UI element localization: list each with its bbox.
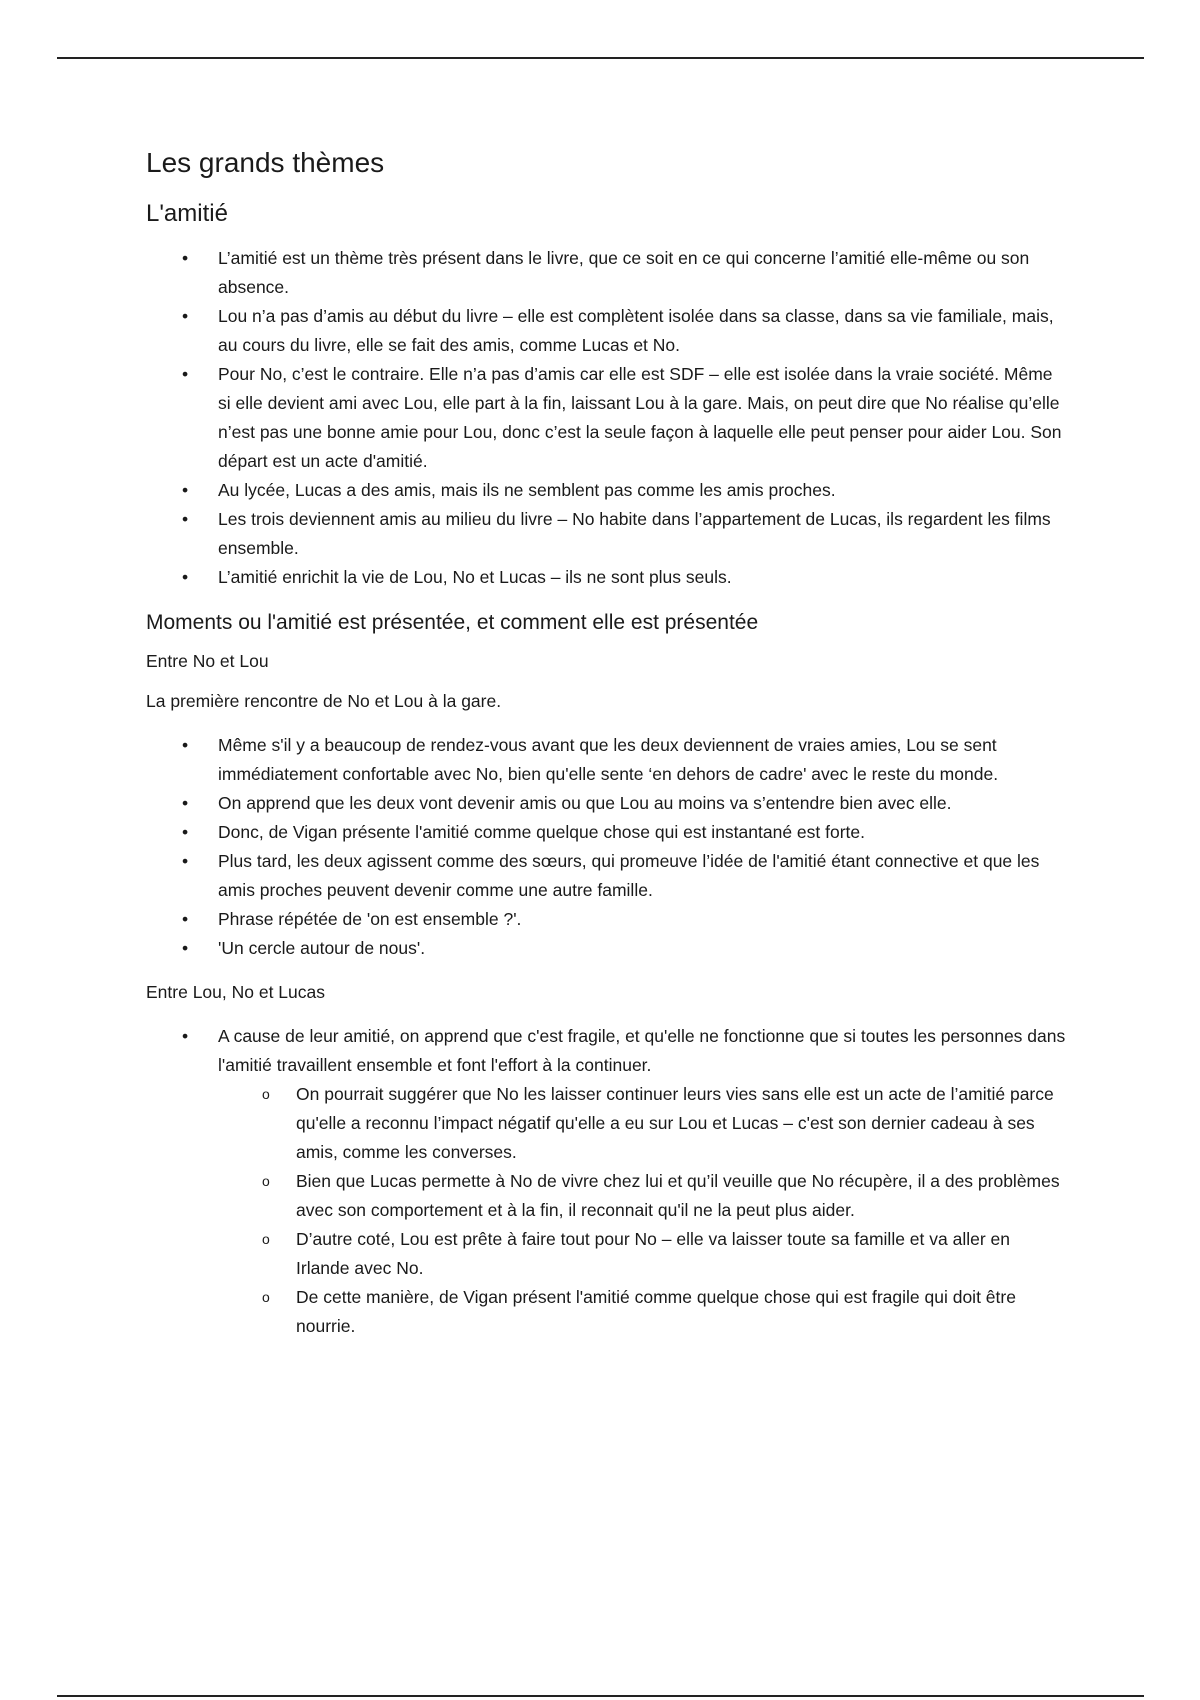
list-item: • L’amitié est un thème très présent dans le livre, que ce soit en ce qui concerne l’amitié elle-même ou son absence. — [146, 244, 1066, 302]
part2-sub-bullet-list — [218, 1080, 1066, 1341]
list-item: • Pour No, c’est le contraire. Elle n’a pas d’amis car elle est SDF – elle est isolée dans la vraie société. Même si elle devient ami avec Lou, elle part à la fin, laissant Lou à la gare. Mais, on peut dire que No réalise qu’elle n’est pas une bonne amie pour Lou, donc c’est la seule façon à laquelle elle peut penser pour aider Lou. Son départ est un acte d'amitié. — [146, 360, 1066, 476]
subsection-heading: Moments ou l'amitié est présentée, et comment elle est présentée — [146, 611, 759, 635]
list-item: • A cause de leur amitié, on apprend que c'est fragile, et qu'elle ne fonctionne que si toutes les personnes dans l'amitié travaillent ensemble et font l'effort à la continuer. o On pourrait suggérer que No les laisser continuer leurs vies sans elle est un acte de l’amitié parce qu'elle a reconnu l’impact négatif qu'elle a eu sur Lou et Lucas – c'est son dernier cadeau à ses amis, comme les converses. o Bien que Lucas permette à No de vivre chez lui et qu’il veuille que No récupère, il a des problèmes avec son comportement et à la fin, il reconnait qu'il ne la peut plus aider. o D’autre coté, Lou est prête à faire tout pour No – elle va laisser toute sa famille et va aller en Irlande avec No. o De cette manière, de Vigan présent l'amitié comme quelque chose qui est fragile qui doit être nourrie. — [146, 1022, 1066, 1341]
part2-heading: Entre Lou, No et Lucas — [146, 982, 325, 1003]
top-rule — [57, 57, 1144, 59]
sub-list-item: o D’autre coté, Lou est prête à faire tout pour No – elle va laisser toute sa famille et va aller en Irlande avec No. — [218, 1225, 1066, 1283]
part1-intro: La première rencontre de No et Lou à la gare. — [146, 691, 502, 712]
bottom-rule — [57, 1695, 1144, 1697]
part1-heading: Entre No et Lou — [146, 650, 269, 671]
list-item: • Les trois deviennent amis au milieu du livre – No habite dans l’appartement de Lucas, ils regardent les films ensemble. — [146, 505, 1066, 563]
list-item: • Même s'il y a beaucoup de rendez-vous avant que les deux deviennent de vraies amies, Lou se sent immédiatement confortable avec No, bien qu'elle sente ‘en dehors de cadre' avec le reste du monde. — [146, 731, 1066, 789]
sub-list-item: o On pourrait suggérer que No les laisser continuer leurs vies sans elle est un acte de l’amitié parce qu'elle a reconnu l’impact négatif qu'elle a eu sur Lou et Lucas – c'est son dernier cadeau à ses amis, comme les converses. — [218, 1080, 1066, 1167]
section-bullet-list — [146, 244, 1066, 592]
list-item: • Au lycée, Lucas a des amis, mais ils ne semblent pas comme les amis proches. — [146, 476, 1066, 505]
list-item: • On apprend que les deux vont devenir amis ou que Lou au moins va s’entendre bien avec elle. — [146, 789, 1066, 818]
section-heading: L'amitié — [146, 199, 228, 227]
part2-bullet-list — [146, 1022, 1066, 1341]
list-item: • 'Un cercle autour de nous'. — [146, 934, 1066, 963]
list-item: • Phrase répétée de 'on est ensemble ?'. — [146, 905, 1066, 934]
list-item: • Plus tard, les deux agissent comme des sœurs, qui promeuve l’idée de l'amitié étant connective et que les amis proches peuvent devenir comme une autre famille. — [146, 847, 1066, 905]
doc-title: Les grands thèmes — [146, 147, 385, 178]
list-item: • Lou n’a pas d’amis au début du livre – elle est complètent isolée dans sa classe, dans sa vie familiale, mais, au cours du livre, elle se fait des amis, comme Lucas et No. — [146, 302, 1066, 360]
list-item: • Donc, de Vigan présente l'amitié comme quelque chose qui est instantané est forte. — [146, 818, 1066, 847]
sub-list-item: o Bien que Lucas permette à No de vivre chez lui et qu’il veuille que No récupère, il a des problèmes avec son comportement et à la fin, il reconnait qu'il ne la peut plus aider. — [218, 1167, 1066, 1225]
sub-list-item: o De cette manière, de Vigan présent l'amitié comme quelque chose qui est fragile qui doit être nourrie. — [218, 1283, 1066, 1341]
list-item: • L’amitié enrichit la vie de Lou, No et Lucas – ils ne sont plus seuls. — [146, 563, 1066, 592]
document-body — [146, 146, 1066, 1359]
part1-bullet-list — [146, 731, 1066, 963]
